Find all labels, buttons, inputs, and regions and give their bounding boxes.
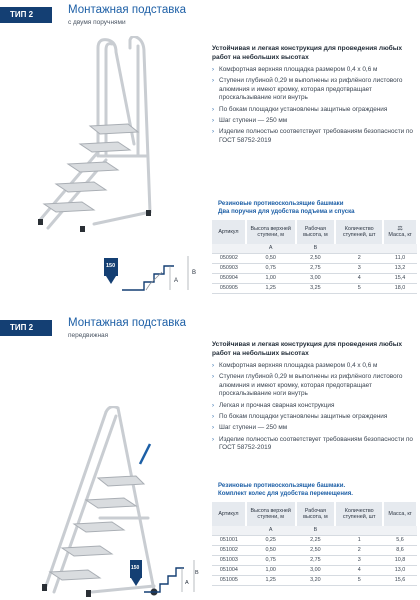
- col-weight: ⚖ Масса, кг: [383, 220, 417, 244]
- product-section-1: [0, 0, 420, 292]
- table-row: 051004 1,00 3,00 4 13,0: [212, 565, 417, 575]
- col-article: Артикул: [212, 502, 246, 526]
- indicator-height: 150: [106, 263, 116, 269]
- bullet-icon: ›: [212, 78, 214, 85]
- spec-table: [212, 502, 418, 586]
- weight-icon: ⚖: [397, 225, 403, 232]
- table-header-row: [212, 220, 417, 244]
- letters-row: A B: [212, 526, 417, 535]
- col-weight: Масса, кг: [383, 502, 417, 526]
- table-row: 050904 1,00 3,00 4 15,4: [212, 273, 417, 283]
- table-header-row: [212, 502, 417, 526]
- feature-item: › Ступени глубиной 0,29 м выполнены из рифлёного листового алюминия и имеют кромку, которая предотвращает проскальзывание ноги внутрь: [212, 373, 403, 398]
- table-row: 050902 0,50 2,50 2 11,0: [212, 253, 417, 263]
- bullet-icon: ›: [212, 436, 214, 443]
- col-step-count: Количество ступеней, шт: [335, 502, 383, 526]
- indicator-letter-a: A: [185, 580, 189, 586]
- dimension-indicator: [130, 558, 200, 596]
- ladder-illustration: [34, 36, 158, 236]
- bullet-icon: ›: [212, 106, 214, 113]
- note-line: Резиновые противоскользящие башмаки: [218, 200, 344, 207]
- table-row: 050905 1,25 3,25 5 18,0: [212, 283, 417, 293]
- indicator-letter-a: A: [174, 278, 179, 284]
- table-row: 051001 0,25 2,25 1 5,6: [212, 535, 417, 545]
- col-step-count: Количество ступеней, шт: [335, 220, 383, 244]
- bullet-icon: ›: [212, 374, 214, 381]
- feature-item: › Легкая и прочная сварная конструкция: [212, 401, 335, 409]
- col-working-height: Рабочая высота, м: [296, 220, 336, 244]
- product-section-2: [0, 306, 420, 600]
- table-row: 050903 0,75 2,75 3 13,2: [212, 263, 417, 273]
- product-title: Монтажная подставка: [68, 317, 187, 329]
- bullet-icon: ›: [212, 363, 214, 369]
- col-article: Артикул: [212, 220, 246, 244]
- feature-item: › Шаг ступени — 250 мм: [212, 117, 288, 125]
- note-line: Два поручня для удобства подъема и спуска: [218, 208, 355, 215]
- table-row: 051003 0,75 2,75 3 10,8: [212, 555, 417, 565]
- feature-item: › Комфортная верхняя площадка размером 0,4 х 0,6 м: [212, 66, 378, 73]
- product-description: Устойчивая и легкая конструкция для проведения любых работ на небольших высотах: [212, 341, 403, 357]
- feature-list: [212, 362, 418, 456]
- feature-item: › Изделие полностью соответствует требованиям безопасности по ГОСТ 58752-2019: [212, 435, 413, 452]
- col-top-step-height: Высота верхней ступени, м: [246, 502, 296, 526]
- indicator-letter-b: B: [192, 270, 197, 276]
- product-subtitle: с двумя поручнями: [68, 19, 126, 26]
- bullet-icon: ›: [212, 118, 214, 125]
- type-tag: ТИП 2: [0, 7, 52, 23]
- table-row: 051002 0,50 2,50 2 8,6: [212, 545, 417, 555]
- table-row: 051005 1,25 3,20 5 15,6: [212, 575, 417, 585]
- dimension-indicator: [104, 254, 200, 294]
- indicator-letter-b: B: [195, 570, 199, 576]
- feature-item: › Ступени глубиной 0,29 м выполнены из рифлёного листового алюминия и имеют кромку, которая предотвращает проскальзывание ноги внутрь: [212, 77, 403, 102]
- product-description: Устойчивая и легкая конструкция для проведения любых работ на небольших высотах: [212, 45, 403, 61]
- spec-table: [212, 220, 418, 294]
- feature-item: › Изделие полностью соответствует требованиям безопасности по ГОСТ 58752-2019: [212, 128, 413, 144]
- feature-list: [212, 66, 418, 148]
- letters-row: A B: [212, 244, 417, 253]
- bullet-icon: ›: [212, 414, 214, 421]
- bullet-icon: ›: [212, 402, 214, 409]
- indicator-height: 150: [131, 565, 140, 571]
- feature-item: › Комфортная верхняя площадка размером 0,4 х 0,6 м: [212, 362, 378, 369]
- feature-item: › По бокам площадки установлены защитные ограждения: [212, 105, 388, 113]
- note-line: Резиновые противоскользящие башмаки.: [218, 482, 346, 489]
- bullet-icon: ›: [212, 67, 214, 73]
- feature-item: › Шаг ступени — 250 мм: [212, 424, 288, 432]
- col-top-step-height: Высота верхней ступени, м: [246, 220, 296, 244]
- feature-item: › По бокам площадки установлены защитные ограждения: [212, 413, 388, 421]
- bullet-icon: ›: [212, 425, 214, 432]
- product-title: Монтажная подставка: [68, 4, 187, 16]
- note-line: Комплект колес для удобства перемещения.: [218, 490, 354, 497]
- col-working-height: Рабочая высота, м: [296, 502, 336, 526]
- product-subtitle: передвижная: [68, 332, 109, 339]
- bullet-icon: ›: [212, 129, 214, 136]
- notes: [218, 482, 418, 498]
- type-tag: ТИП 2: [0, 320, 52, 336]
- notes: [218, 200, 418, 216]
